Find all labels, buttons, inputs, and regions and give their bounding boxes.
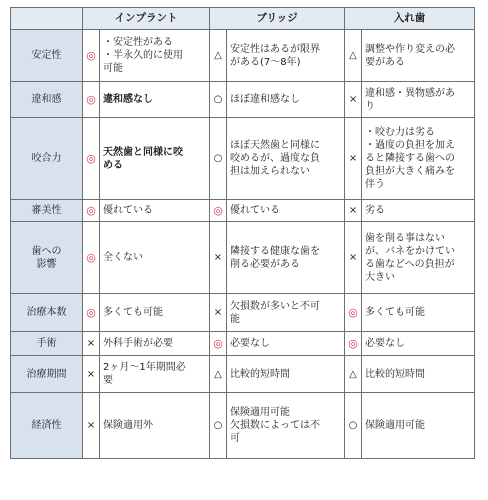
- comparison-table-wrapper: [10, 7, 475, 459]
- denture-description: [362, 294, 475, 332]
- description-line: 優れている: [230, 205, 280, 216]
- implant-rating-mark: ×: [83, 393, 100, 459]
- description-line: 伴う: [365, 179, 386, 190]
- implant-description: [100, 82, 210, 118]
- description-line: 隣接する健康な歯を: [230, 245, 320, 257]
- bridge-description: [227, 200, 345, 222]
- description-line: 全くない: [103, 252, 143, 263]
- denture-description: [362, 393, 475, 459]
- row-header: [11, 118, 83, 200]
- description-line: 担は加えられない: [230, 166, 310, 177]
- bridge-description: [227, 294, 345, 332]
- implant-rating-mark: ×: [83, 332, 100, 356]
- description-line: 安定性はあるが限界: [230, 43, 320, 55]
- row-header-label: 影響: [36, 258, 57, 270]
- implant-description: [100, 393, 210, 459]
- denture-rating-mark: ◎: [345, 294, 362, 332]
- description-line: 要がある: [365, 56, 406, 68]
- row-header-label: 治療本数: [26, 307, 67, 318]
- bridge-description: [227, 118, 345, 200]
- bridge-description: [227, 222, 345, 294]
- header-implant: インプラント: [83, 8, 210, 30]
- implant-description: [100, 118, 210, 200]
- row-header: [11, 393, 83, 459]
- denture-description: [362, 332, 475, 356]
- denture-description: [362, 200, 475, 222]
- description-line: 負担が大きく痛みを: [365, 166, 456, 177]
- denture-description: [362, 82, 475, 118]
- row-header-label: 咬合力: [31, 153, 62, 164]
- description-line: 保険適用可能: [365, 420, 426, 431]
- denture-rating-mark: ×: [345, 222, 362, 294]
- description-line: ・半永久的に使用: [103, 50, 183, 61]
- implant-description: [100, 30, 210, 82]
- description-line: 可能: [103, 63, 123, 74]
- table-row: [11, 393, 475, 459]
- implant-description: [100, 356, 210, 393]
- implant-rating-mark: ◎: [83, 200, 100, 222]
- denture-description: [362, 222, 475, 294]
- denture-rating-mark: ×: [345, 118, 362, 200]
- implant-rating-mark: ◎: [83, 82, 100, 118]
- table-row: [11, 200, 475, 222]
- implant-description: [100, 200, 210, 222]
- description-line: 比較的短時間: [230, 368, 290, 380]
- row-header: [11, 294, 83, 332]
- row-header: [11, 30, 83, 82]
- description-line: 調整や作り変えの必: [365, 43, 456, 55]
- denture-rating-mark: ×: [345, 200, 362, 222]
- comparison-table: [10, 7, 475, 459]
- header-corner-cell: [11, 8, 83, 30]
- denture-rating-mark: △: [345, 356, 362, 393]
- implant-rating-mark: ◎: [83, 222, 100, 294]
- header-bridge: ブリッジ: [210, 8, 345, 30]
- denture-rating-mark: ○: [345, 393, 362, 459]
- description-line: がある(7〜8年): [230, 56, 301, 68]
- description-line: 欠損数によっては不: [230, 420, 320, 431]
- row-header: [11, 222, 83, 294]
- denture-rating-mark: △: [345, 30, 362, 82]
- description-line: ほぼ天然歯と同様に: [230, 140, 320, 151]
- bridge-rating-mark: △: [210, 356, 227, 393]
- description-line: り: [365, 100, 376, 112]
- bridge-rating-mark: ◎: [210, 332, 227, 356]
- row-header: [11, 200, 83, 222]
- row-header-label: 違和感: [31, 94, 62, 105]
- description-line: ると隣接する歯への: [365, 153, 456, 164]
- bridge-rating-mark: ×: [210, 294, 227, 332]
- description-line: 欠損数が多いと不可: [230, 300, 320, 312]
- denture-description: [362, 356, 475, 393]
- row-header-label: 経済性: [31, 420, 62, 431]
- description-line: 2ヶ月〜1年期間必: [103, 362, 186, 373]
- description-line: 比較的短時間: [365, 368, 426, 380]
- row-header: [11, 356, 83, 393]
- implant-description: [100, 222, 210, 294]
- bridge-rating-mark: ○: [210, 82, 227, 118]
- bridge-rating-mark: △: [210, 30, 227, 82]
- denture-description: [362, 118, 475, 200]
- implant-rating-mark: ◎: [83, 30, 100, 82]
- bridge-rating-mark: ○: [210, 118, 227, 200]
- description-line: 咬めるが、過度な負: [230, 153, 320, 164]
- header-denture: 入れ歯: [345, 8, 475, 30]
- bridge-description: [227, 393, 345, 459]
- table-row: [11, 222, 475, 294]
- row-header-label: 審美性: [31, 205, 62, 216]
- description-line: 天然歯と同様に咬: [103, 146, 183, 158]
- description-line: 削る必要がある: [230, 258, 300, 270]
- denture-description: [362, 30, 475, 82]
- description-line: 優れている: [103, 205, 153, 216]
- description-line: 可: [230, 433, 240, 444]
- denture-rating-mark: ×: [345, 82, 362, 118]
- description-line: 必要なし: [365, 338, 406, 349]
- table-row: [11, 356, 475, 393]
- table-row: [11, 294, 475, 332]
- description-line: ・過度の負担を加え: [365, 140, 456, 151]
- implant-rating-mark: ×: [83, 356, 100, 393]
- description-line: 歯を削る事はない: [365, 232, 446, 244]
- description-line: が、バネをかけてい: [365, 245, 456, 257]
- implant-rating-mark: ◎: [83, 294, 100, 332]
- header-row: [11, 8, 475, 30]
- description-line: 劣る: [365, 205, 386, 216]
- denture-rating-mark: ◎: [345, 332, 362, 356]
- bridge-rating-mark: ◎: [210, 200, 227, 222]
- description-line: 違和感・異物感があ: [365, 87, 456, 99]
- description-line: 多くても可能: [365, 307, 426, 318]
- bridge-description: [227, 356, 345, 393]
- row-header: [11, 332, 83, 356]
- description-line: ・安定性がある: [103, 37, 173, 48]
- bridge-description: [227, 332, 345, 356]
- table-row: [11, 82, 475, 118]
- description-line: める: [103, 159, 123, 171]
- description-line: ほぼ違和感なし: [230, 94, 300, 105]
- description-line: 保険適用外: [103, 420, 153, 431]
- bridge-description: [227, 82, 345, 118]
- table-row: [11, 30, 475, 82]
- description-line: 保険適用可能: [230, 407, 290, 418]
- row-header-label: 手術: [36, 338, 57, 349]
- table-body: [11, 30, 475, 459]
- row-header-label: 治療期間: [26, 368, 67, 380]
- description-line: 違和感なし: [103, 94, 153, 105]
- implant-description: [100, 294, 210, 332]
- description-line: 必要なし: [230, 338, 270, 349]
- description-line: る歯などへの負担が: [365, 258, 455, 270]
- implant-rating-mark: ◎: [83, 118, 100, 200]
- row-header: [11, 82, 83, 118]
- implant-description: [100, 332, 210, 356]
- row-header-label: 歯への: [31, 245, 62, 257]
- description-line: 外科手術が必要: [103, 338, 173, 349]
- table-row: [11, 118, 475, 200]
- description-line: 要: [103, 375, 113, 386]
- description-line: 能: [230, 313, 240, 325]
- bridge-rating-mark: ○: [210, 393, 227, 459]
- bridge-description: [227, 30, 345, 82]
- description-line: ・咬む力は劣る: [365, 127, 436, 138]
- table-row: [11, 332, 475, 356]
- bridge-rating-mark: ×: [210, 222, 227, 294]
- row-header-label: 安定性: [31, 50, 62, 61]
- description-line: 大きい: [365, 271, 396, 283]
- description-line: 多くても可能: [103, 307, 163, 318]
